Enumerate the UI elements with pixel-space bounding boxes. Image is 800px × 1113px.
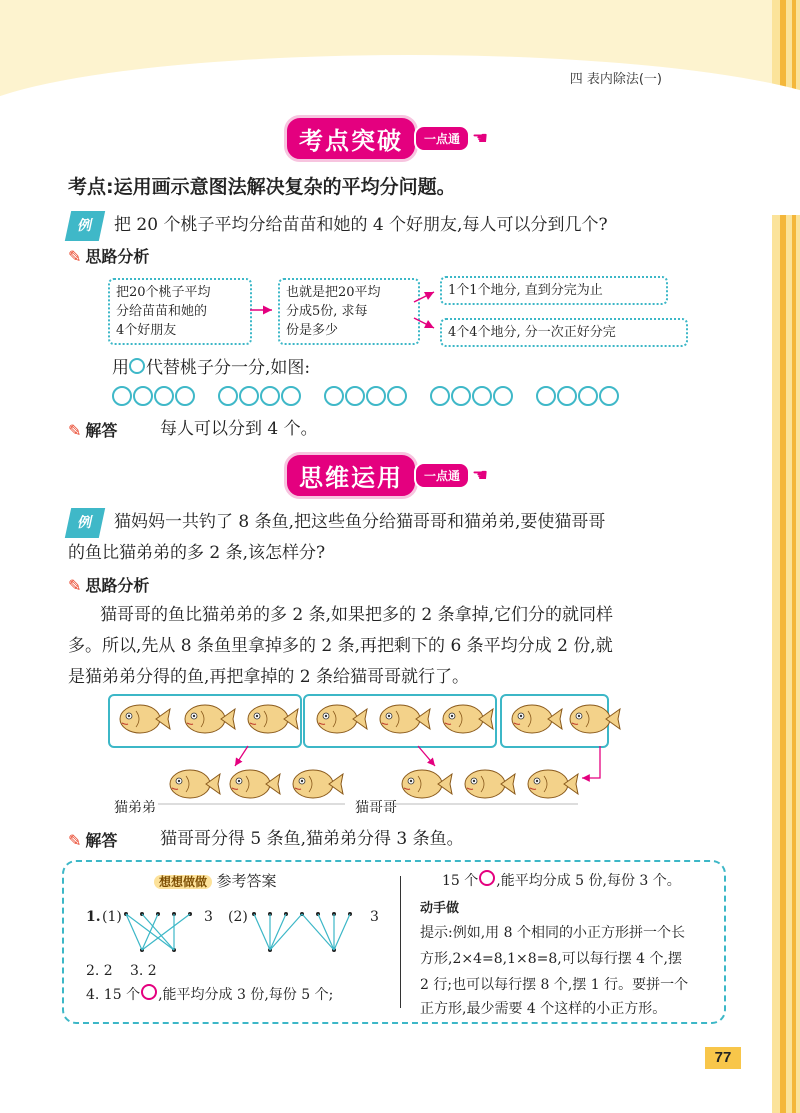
fish-icon <box>465 770 515 798</box>
reference-tag: 想想做做 <box>154 875 212 889</box>
ref-q4 <box>86 982 333 1008</box>
pencil-icon: ✎ <box>68 831 82 850</box>
ref-q2: 2. 2 <box>86 963 113 979</box>
box1-line: 把20个桃子平均 <box>116 285 211 300</box>
pointing-hand-icon: ☚ <box>472 128 489 149</box>
thinking2-heading-label: 思路分析 <box>85 576 150 595</box>
ref-q4-before: 4. 15 个 <box>86 987 141 1003</box>
thinking-box-3: 1个1个地分, 直到分完为止 <box>440 276 668 305</box>
box1-line: 4个好朋友 <box>116 323 177 338</box>
pencil-icon: ✎ <box>68 576 82 595</box>
thinking2-line1: 猫哥哥的鱼比猫弟弟的多 2 条,如果把多的 2 条拿掉,它们分的就同样 <box>100 605 614 625</box>
chapter-header: 四 表内除法(一) <box>569 72 662 87</box>
ref-r1-after: ,能平均分成 5 份,每份 3 个。 <box>496 873 681 889</box>
arrow-extra-to-older <box>582 746 600 778</box>
thinking1-heading-label: 思路分析 <box>85 247 150 266</box>
matching-lines-diagram <box>64 862 404 972</box>
example2-text: 猫妈妈一共钓了 8 条鱼,把这些鱼分给猫哥哥和猫弟弟,要使猫哥哥 <box>114 512 606 532</box>
ref-q1a-end: 3 <box>204 909 213 925</box>
box2-line: 份是多少 <box>286 323 339 338</box>
ref-r1 <box>442 868 681 894</box>
reference-divider <box>400 876 401 1008</box>
pointing-hand-icon: ☚ <box>472 465 489 486</box>
ref-r1-before: 15 个 <box>442 873 479 889</box>
answer2-text: 猫哥哥分得 5 条鱼,猫弟弟分得 3 条鱼。 <box>160 829 464 849</box>
ref-hands-on: 动手做 <box>420 901 460 916</box>
fish-icon <box>293 770 343 798</box>
example2-line2: 的鱼比猫弟弟的多 2 条,该怎样分? <box>68 543 326 563</box>
kaodian-title: 考点:运用画示意图法解决复杂的平均分问题。 <box>68 176 456 198</box>
fish-icon <box>248 705 298 733</box>
ref-hint-1: 提示:例如,用 8 个相同的小正方形拼一个长 <box>420 925 685 941</box>
fish-icon <box>120 705 170 733</box>
section-title: 思维运用 <box>284 452 418 499</box>
circle-text-after: 代替桃子分一分,如图: <box>146 358 311 378</box>
example-badge: 例 <box>65 508 105 538</box>
fish-icon <box>230 770 280 798</box>
arrow-to-younger <box>235 746 248 766</box>
fish-icon <box>570 705 620 733</box>
ref-q1a: (1) <box>102 909 122 925</box>
ref-hint-2: 方形,2×4=8,1×8=8,可以每行摆 4 个,摆 <box>420 951 682 967</box>
example-badge: 例 <box>65 211 105 241</box>
ref-hint-4: 正方形,最少需要 4 个这样的小正方形。 <box>420 1001 667 1017</box>
box2-line: 分成5份, 求每 <box>286 304 368 319</box>
section-tag: 一点通 <box>414 462 470 489</box>
label-older-cat: 猫哥哥 <box>355 800 397 816</box>
box2-line: 也就是把20平均 <box>286 285 381 300</box>
answer2-heading-label: 解答 <box>85 831 118 850</box>
box1-line: 分给苗苗和她的 <box>116 304 208 319</box>
fish-icon <box>528 770 578 798</box>
pink-circle-icon <box>479 870 495 886</box>
pencil-icon: ✎ <box>68 247 82 266</box>
fish-icon <box>380 705 430 733</box>
example1-question: 把 20 个桃子平均分给苗苗和她的 4 个好朋友,每人可以分到几个? <box>114 215 608 235</box>
thinking2-line2: 多。所以,先从 8 条鱼里拿掉多的 2 条,再把剩下的 6 条平均分成 2 份,就 <box>68 636 613 656</box>
ref-q3: 3. 2 <box>130 963 157 979</box>
ref-q1-label: 1. <box>86 909 101 925</box>
thinking-box-4: 4个4个地分, 分一次正好分完 <box>440 318 688 347</box>
circle-text-before: 用 <box>112 358 129 378</box>
section-tag: 一点通 <box>414 125 470 152</box>
answer1-heading-label: 解答 <box>85 421 118 440</box>
fish-icon <box>170 770 220 798</box>
fish-icon <box>512 705 562 733</box>
arrow-to-older <box>418 746 435 766</box>
pencil-icon: ✎ <box>68 421 82 440</box>
fish-icon <box>317 705 367 733</box>
label-younger-cat: 猫弟弟 <box>114 800 156 816</box>
ref-q1b: (2) <box>228 909 248 925</box>
fish-icon <box>402 770 452 798</box>
page-number: 77 <box>705 1047 741 1069</box>
pink-circle-icon <box>141 984 157 1000</box>
fish-icon <box>185 705 235 733</box>
fish-icon <box>443 705 493 733</box>
reference-answer-box <box>62 860 726 1024</box>
ref-hint-3: 2 行;也可以每行摆 8 个,摆 1 行。要拼一个 <box>420 977 689 993</box>
answer1-text: 每人可以分到 4 个。 <box>160 419 318 439</box>
section-title: 考点突破 <box>284 115 418 162</box>
reference-title-text: 参考答案 <box>216 872 277 890</box>
ref-q4-after: ,能平均分成 3 份,每份 5 个; <box>158 987 334 1003</box>
thinking2-line3: 是猫弟弟分得的鱼,再把拿掉的 2 条给猫哥哥就行了。 <box>68 667 470 687</box>
ref-q1b-end: 3 <box>370 909 379 925</box>
answer2-heading <box>68 828 117 851</box>
